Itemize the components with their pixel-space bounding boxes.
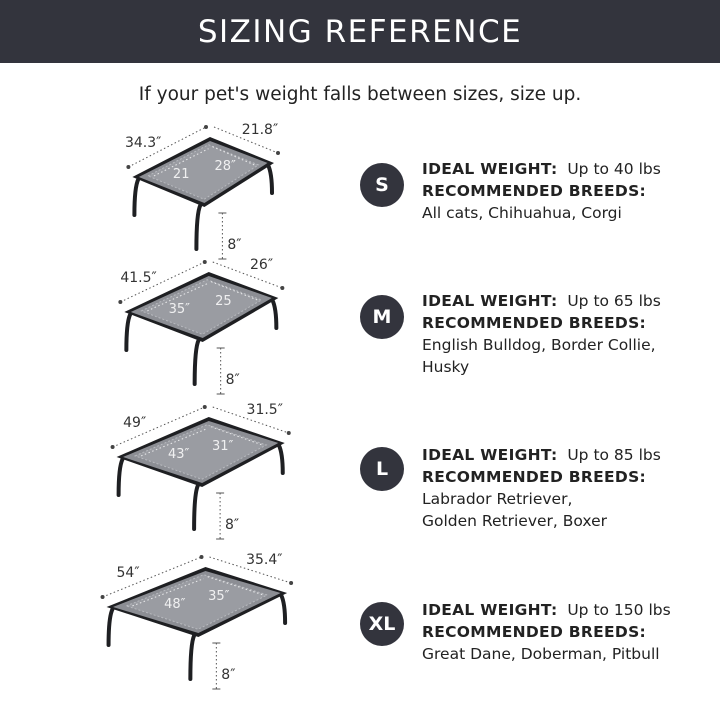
breeds-line: All cats, Chihuahua, Corgi (422, 204, 622, 222)
dim-end (203, 405, 207, 409)
size-badge-m: M (360, 295, 404, 339)
dim-end (101, 595, 105, 599)
width-label: 26″ (250, 257, 274, 273)
size-info-s (422, 158, 712, 224)
weight-label: IDEAL WEIGHT: (422, 160, 558, 178)
width-label: 31.5″ (246, 402, 283, 418)
inner-width-label: 31″ (211, 439, 234, 454)
length-label: 34.3″ (124, 135, 162, 151)
dim-end (118, 300, 122, 304)
length-label: 41.5″ (120, 270, 157, 286)
size-info-xl (422, 599, 712, 665)
weight-label: IDEAL WEIGHT: (422, 601, 558, 619)
bed-illustration-xl (70, 545, 340, 695)
height-label: 8″ (225, 372, 240, 388)
bed-leg (196, 205, 200, 249)
breeds-label: RECOMMENDED BREEDS: (422, 623, 647, 641)
bed-leg (272, 300, 276, 328)
inner-length-label: 21 (172, 167, 190, 182)
size-badge-s: S (360, 163, 404, 207)
header-banner (0, 0, 720, 63)
weight-value: Up to 40 lbs (567, 160, 661, 178)
bed-leg (190, 635, 194, 679)
dim-end (287, 431, 291, 435)
size-row-xl (0, 545, 720, 695)
bed-leg (119, 459, 123, 495)
size-info-m (422, 290, 712, 378)
bed-leg (194, 485, 198, 529)
dim-end (111, 445, 115, 449)
inner-length-label: 35″ (168, 302, 191, 317)
breeds-label: RECOMMENDED BREEDS: (422, 182, 647, 200)
bed-leg (126, 314, 130, 350)
size-badge-l: L (360, 447, 404, 491)
size-row-s (0, 115, 720, 265)
bed-leg (279, 445, 283, 473)
bed-illustration-s (70, 115, 340, 265)
dim-end (289, 581, 293, 585)
breeds-line: English Bulldog, Border Collie, (422, 336, 656, 354)
bed-illustration-l (70, 395, 340, 545)
weight-value: Up to 85 lbs (567, 446, 661, 464)
bed-illustration-m (70, 250, 340, 400)
dim-end (203, 260, 207, 264)
sizing-note: If your pet's weight falls between sizes, size up. (138, 84, 582, 105)
breeds-line: Golden Retriever, Boxer (422, 512, 608, 530)
height-label: 8″ (221, 667, 236, 683)
inner-width-label: 28″ (214, 159, 236, 174)
length-label: 49″ (123, 415, 147, 431)
page-title: SIZING REFERENCE (197, 13, 523, 50)
dim-end (280, 286, 284, 290)
dim-end (204, 125, 208, 129)
breeds-line: Great Dane, Doberman, Pitbull (422, 645, 660, 663)
bed-leg (195, 340, 199, 384)
inner-length-label: 48″ (164, 597, 186, 612)
size-row-m (0, 250, 720, 400)
dim-end (276, 151, 280, 155)
weight-label: IDEAL WEIGHT: (422, 446, 558, 464)
breeds-line: Husky (422, 358, 470, 376)
height-label: 8″ (225, 517, 240, 533)
breeds-line: Labrador Retriever, (422, 490, 573, 508)
inner-width-label: 35″ (208, 589, 230, 604)
length-label: 54″ (116, 565, 140, 581)
height-label: 8″ (227, 237, 242, 253)
width-label: 35.4″ (246, 552, 283, 568)
inner-length-label: 43″ (167, 447, 190, 462)
breeds-label: RECOMMENDED BREEDS: (422, 468, 647, 486)
bed-leg (134, 179, 138, 215)
bed-leg (268, 165, 272, 193)
bed-leg (109, 609, 113, 645)
breeds-label: RECOMMENDED BREEDS: (422, 314, 647, 332)
size-row-l (0, 395, 720, 545)
dim-end (200, 555, 204, 559)
weight-label: IDEAL WEIGHT: (422, 292, 558, 310)
bed-leg (281, 595, 285, 623)
inner-width-label: 25 (215, 294, 232, 309)
weight-value: Up to 150 lbs (567, 601, 671, 619)
size-info-l (422, 444, 712, 532)
width-label: 21.8″ (241, 122, 279, 138)
weight-value: Up to 65 lbs (567, 292, 661, 310)
dim-end (126, 165, 130, 169)
size-badge-xl: XL (360, 602, 404, 646)
